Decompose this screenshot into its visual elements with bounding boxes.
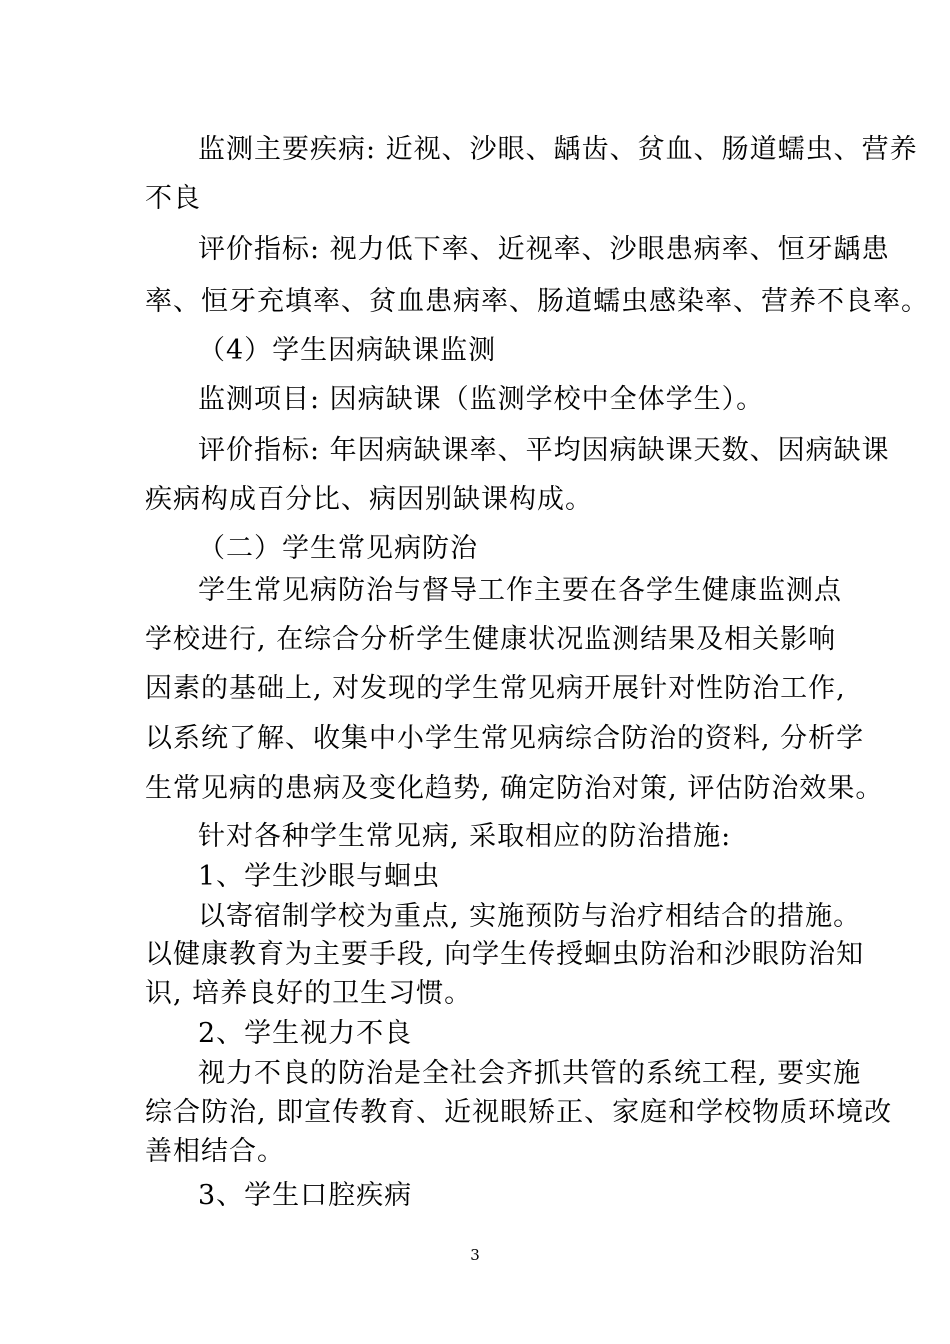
text-line: 以系统了解、收集中小学生常见病综合防治的资料, 分析学 xyxy=(145,723,865,754)
text-line: 生常见病的患病及变化趋势, 确定防治对策, 评估防治效果。 xyxy=(145,773,884,804)
text-line: 综合防治, 即宣传教育、近视眼矫正、家庭和学校物质环境改 xyxy=(145,1097,893,1128)
text-line: 识, 培养良好的卫生习惯。 xyxy=(145,978,473,1009)
text-line: 因素的基础上, 对发现的学生常见病开展针对性防治工作, xyxy=(145,673,846,704)
text-line: 以健康教育为主要手段, 向学生传授蛔虫防治和沙眼防治知 xyxy=(145,939,865,970)
section-heading: 2、学生视力不良 xyxy=(198,1018,413,1049)
page-number: 3 xyxy=(470,1246,480,1264)
text-line: 针对各种学生常见病, 采取相应的防治措施: xyxy=(198,821,732,852)
section-heading: 3、学生口腔疾病 xyxy=(198,1180,413,1211)
text-line: 以寄宿制学校为重点, 实施预防与治疗相结合的措施。 xyxy=(198,901,862,932)
section-heading: 1、学生沙眼与蛔虫 xyxy=(198,861,441,892)
text-line: 评价指标: 年因病缺课率、平均因病缺课天数、因病缺课 xyxy=(198,435,890,466)
text-line: 疾病构成百分比、病因别缺课构成。 xyxy=(145,484,593,515)
text-line: 学校进行, 在综合分析学生健康状况监测结果及相关影响 xyxy=(145,624,837,655)
text-line: 率、恒牙充填率、贫血患病率、肠道蠕虫感染率、营养不良率。 xyxy=(145,286,929,317)
text-line: 善相结合。 xyxy=(145,1136,285,1167)
section-heading: （4）学生因病缺课监测 xyxy=(198,335,497,366)
text-line: 监测主要疾病: 近视、沙眼、龋齿、贫血、肠道蠕虫、营养 xyxy=(198,134,918,165)
text-line: 学生常见病防治与督导工作主要在各学生健康监测点 xyxy=(198,575,842,606)
text-line: 评价指标: 视力低下率、近视率、沙眼患病率、恒牙龋患 xyxy=(198,234,890,265)
text-line: 视力不良的防治是全社会齐抓共管的系统工程, 要实施 xyxy=(198,1058,862,1089)
section-heading: （二）学生常见病防治 xyxy=(198,533,478,564)
text-line: 不良 xyxy=(145,183,201,214)
text-line: 监测项目: 因病缺课（监测学校中全体学生）。 xyxy=(198,384,765,415)
